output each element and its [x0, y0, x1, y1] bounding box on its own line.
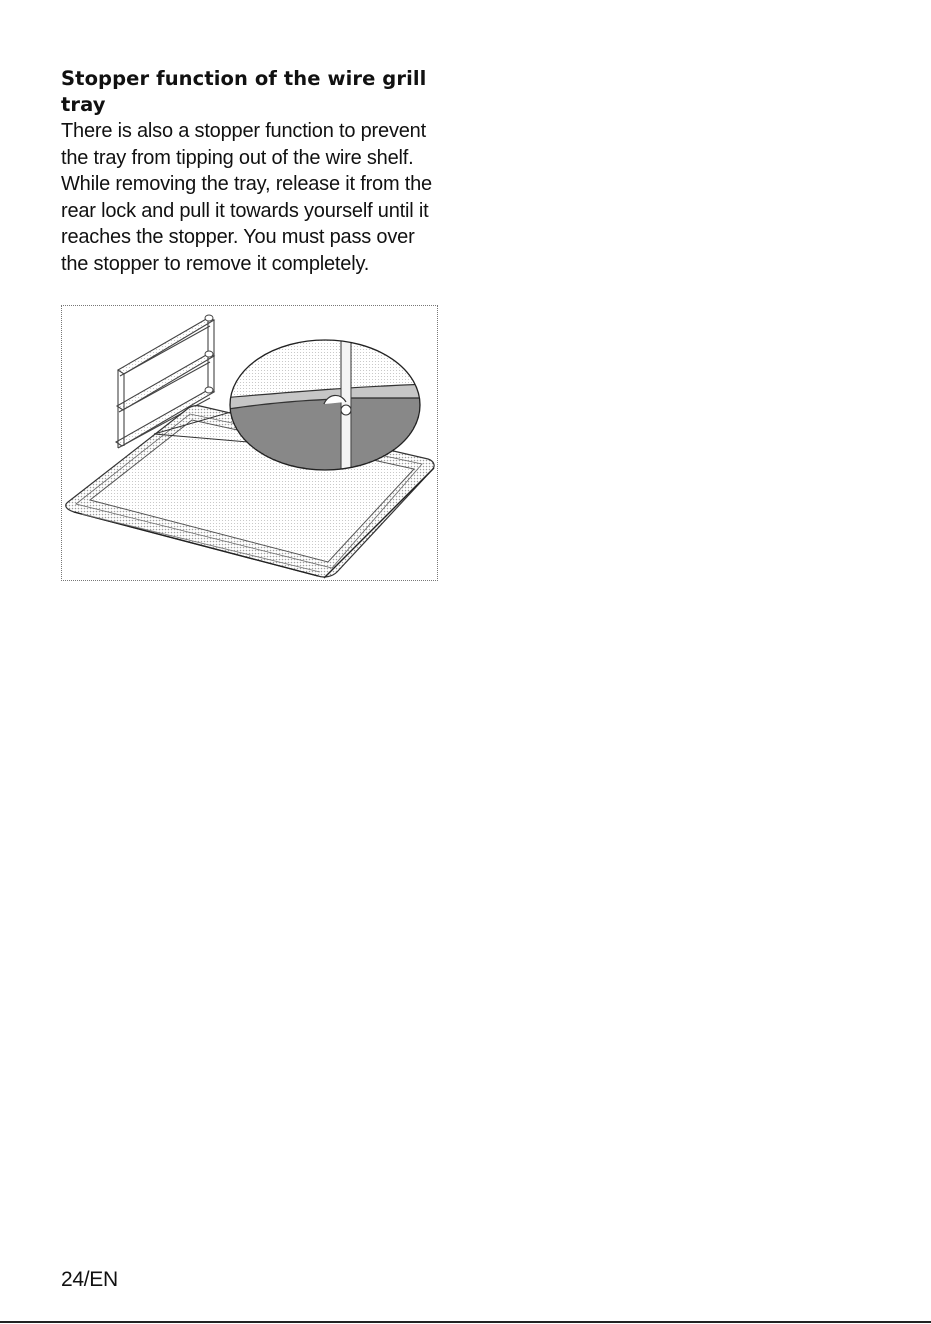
page-number: 24/EN [61, 1268, 118, 1291]
section-paragraph: There is also a stopper function to prevent the tray from tipping out of the wire shelf. While removing the tray, release it from the rear lock and pull it towards yourself until it reaches the stopper. You must pass over the stopper to remove it completely. [61, 120, 432, 275]
content-column [61, 66, 439, 277]
oven-tray-stopper-illustration-icon [62, 306, 437, 580]
section-heading: Stopper function of the wire grill tray [61, 67, 427, 116]
page-bottom-rule [0, 1321, 931, 1323]
tray-stopper-figure [61, 305, 438, 581]
